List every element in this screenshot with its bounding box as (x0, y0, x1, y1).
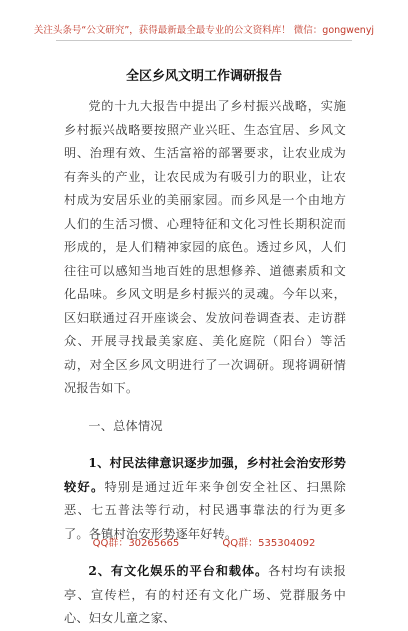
point-1-paragraph (64, 452, 346, 546)
header-divider (56, 40, 352, 41)
footer (0, 534, 408, 549)
point-2-text: 各村均有读报亭、宣传栏，有的村还有文化广场、党群服务中心、妇女儿童之家、 (64, 564, 347, 625)
header-notice: 关注头条号“公文研究”，获得最新最全最专业的公文资料库！ 微信：gongwenyj (33, 25, 375, 36)
document-title: 全区乡风文明工作调研报告 (125, 69, 282, 84)
point-1-text: 特别是通过近年来争创安全社区、扫黑除恶、七五普法等行动，村民遇事靠法的行为更多了。各镇村治安形势逐年好转。 (64, 479, 346, 541)
point-1-heading: 1、村民法律意识逐步加强，乡村社会治安形势较好。 (64, 456, 346, 494)
paragraph-spacer (64, 438, 346, 452)
paragraph-spacer (64, 401, 346, 415)
intro-paragraph: 党的十九大报告中提出了乡村振兴战略，实施乡村振兴战略要按照产业兴旺、生态宜居、乡风文明、治理有效、生活富裕的部署要求，让农业成为有奔头的产业，让农民成为有吸引力的职业，让农村成为安居乐业的美丽家园。而乡风是一个由地方人们的生活习惯、心理特征和文化习性长期积淀而形成的，是人们精神家园的底色。透过乡风，人们往往可以感知当地百姓的思想修养、道德素质和文化品味。乡风文明是乡村振兴的灵魂。今年以来，区妇联通过召开座谈会、发放问卷调查表、走访群众、开展寻找最美家庭、美化庭院（阳台）等活动，对全区乡风文明进行了一次调研。现将调研情况报告如下。 (64, 99, 346, 395)
point-2-paragraph (64, 560, 346, 631)
footer-qq-group-2: QQ群：535304092 (222, 538, 316, 549)
section-heading: 一、总体情况 (88, 418, 163, 433)
footer-qq-group-1: QQ群：30265665 (92, 538, 180, 549)
point-2-heading: 2、有文化娱乐的平台和载体。 (88, 564, 269, 578)
document-body (64, 95, 346, 631)
